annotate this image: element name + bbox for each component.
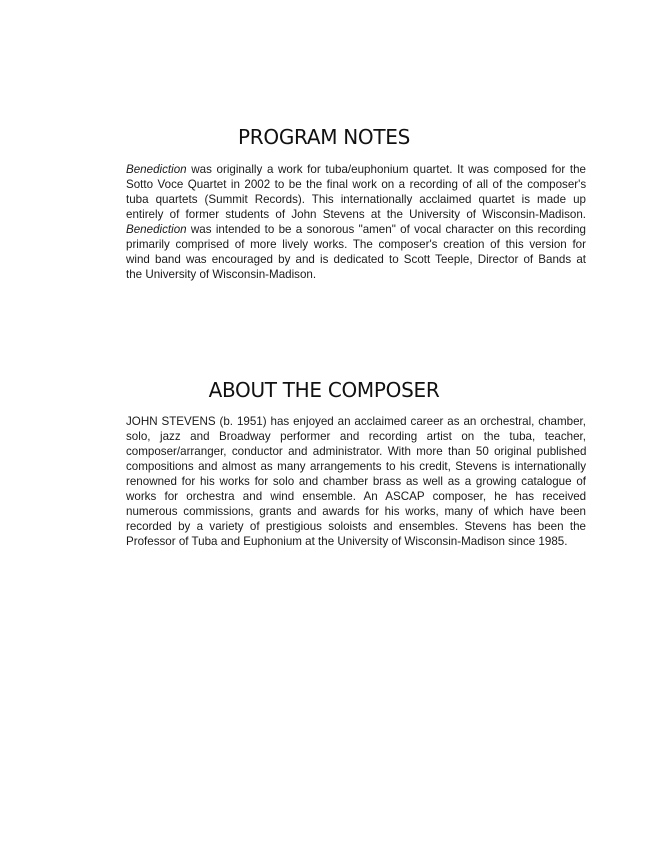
paragraph-line <box>126 504 586 519</box>
line-text: tuba quartets (Summit Records). This internationally acclaimed quartet is made up <box>126 193 586 207</box>
line-text: was intended to be a sonorous "amen" of vocal character on this recording <box>186 223 586 237</box>
line-text: wind band was encouraged by and is dedicated to Scott Teeple, Director of Bands at <box>126 253 586 267</box>
line-text: entirely of former students of John Stevens at the University of Wisconsin-Madison. <box>126 208 586 222</box>
paragraph-line <box>126 237 586 252</box>
paragraph-line <box>126 162 586 177</box>
paragraph-line <box>126 474 586 489</box>
about-composer-heading: ABOUT THE COMPOSER <box>208 378 440 402</box>
line-text: solo, jazz and Broadway performer and recording artist on the tuba, teacher, <box>126 430 586 444</box>
work-title-italic: Benediction <box>126 163 187 176</box>
line-text: JOHN STEVENS (b. 1951) has enjoyed an acclaimed career as an orchestral, chamber, <box>126 415 586 428</box>
line-text: composer/arranger, conductor and administrator. With more than 50 original published <box>126 445 587 459</box>
paragraph-line <box>126 267 586 282</box>
paragraph-line <box>126 459 586 474</box>
line-text: the University of Wisconsin-Madison. <box>126 268 317 282</box>
paragraph-line <box>126 177 586 192</box>
paragraph-line <box>126 429 586 444</box>
line-text: numerous commissions, grants and awards for his works, many of which have been <box>126 505 586 519</box>
paragraph-line <box>126 414 586 429</box>
line-text: compositions and almost as many arrangements to his credit, Stevens is internationally <box>126 460 586 474</box>
paragraph-line <box>126 192 586 207</box>
work-title-italic: Benediction <box>126 223 187 237</box>
paragraph-line <box>126 207 586 222</box>
paragraph-line <box>126 534 586 549</box>
line-text: Sotto Voce Quartet in 2002 to be the final work on a recording of all of the composer's <box>126 178 587 192</box>
line-text: was originally a work for tuba/euphonium quartet. It was composed for the <box>186 163 586 176</box>
line-text: works for orchestra and wind ensemble. An ASCAP composer, he has received <box>126 490 587 504</box>
paragraph-line <box>126 489 586 504</box>
line-text: primarily comprised of more lively works. The composer's creation of this version for <box>126 238 586 252</box>
line-text: Professor of Tuba and Euphonium at the University of Wisconsin-Madison since 1985. <box>126 535 568 549</box>
paragraph-line <box>126 252 586 267</box>
program-notes-paragraph <box>126 162 586 282</box>
about-composer-paragraph <box>126 414 586 549</box>
paragraph-line <box>126 222 586 237</box>
program-notes-heading: PROGRAM NOTES <box>238 125 410 149</box>
paragraph-line <box>126 519 586 534</box>
line-text: renowned for his works for solo and chamber brass as well as a growing catalogue of <box>126 475 586 489</box>
paragraph-line <box>126 444 586 459</box>
line-text: recorded by a variety of prestigious soloists and ensembles. Stevens has been the <box>126 520 586 534</box>
